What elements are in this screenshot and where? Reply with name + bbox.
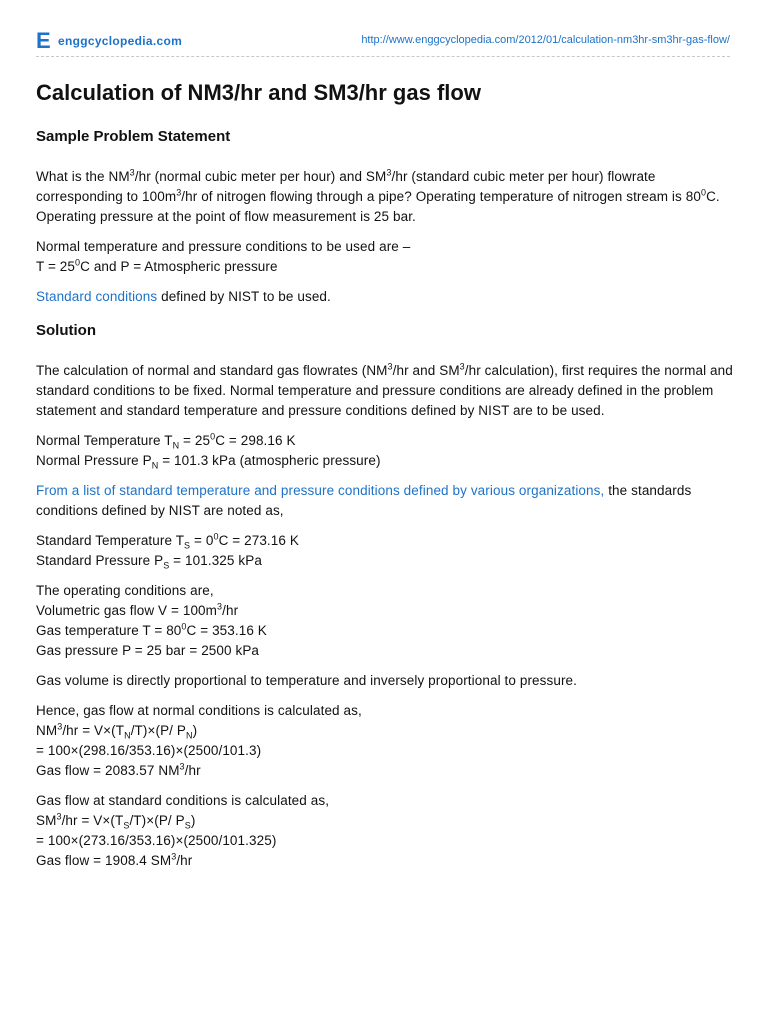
site-name-link[interactable]: enggcyclopedia.com xyxy=(58,34,183,48)
page-header xyxy=(36,30,730,57)
site-logo[interactable]: E xyxy=(36,28,51,53)
normal-conditions-values: Normal Temperature $T_N = 25^0C = 298.16$ K Normal Pressure $P_N = 101.3$ kPa (atmospheric pressure) xyxy=(36,431,381,471)
standard-flow-calculation: Gas flow at standard conditions is calculated as, $SM^3/hr = V\times(T_S/T)\times(P/$ $P_S$) = 100×(273.16/353.16)×(2500/101.325) Gas flow = 1908.4 $SM^3/hr$ xyxy=(36,793,330,868)
standard-conditions-link[interactable]: Standard conditions xyxy=(36,289,158,304)
standard-conditions-note: Standard conditions defined by NIST to be used. xyxy=(36,289,331,304)
normal-flow-calculation: Hence, gas flow at normal conditions is calculated as, $NM^3/hr = V\times(T_N/T)\times(P/$ $P_N$) = 100×(298.16/353.16)×(2500/101.3) Gas flow = 2083.57 $NM^3/hr$ xyxy=(36,703,362,778)
normal-conditions-note: Normal temperature and pressure conditions to be used are – $T = 25^0C$ and P = Atmospheric pressure xyxy=(36,239,411,274)
proportionality-note: Gas volume is directly proportional to temperature and inversely proportional to pressure. xyxy=(36,673,578,688)
sample-problem-heading: Sample Problem Statement xyxy=(36,128,231,145)
page-url-link[interactable]: http://www.enggcyclopedia.com/2012/01/calculation-nm3hr-sm3hr-gas-flow/ xyxy=(361,34,730,46)
standard-conditions-values: Standard Temperature $T_S = 0^0C = 273.16$ K Standard Pressure $P_S = 101.325$ kPa xyxy=(36,531,299,571)
solution-heading: Solution xyxy=(36,322,96,339)
page-title: Calculation of NM3/hr and SM3/hr gas flow xyxy=(36,80,481,105)
problem-statement: What is the $NM^3/hr$ (normal cubic meter per hour) and $SM^3/hr$ (standard cubic meter per hour) flowrate corresponding to $100m^3/hr$ of nitrogen flowing through a pipe? Operating temperature of nitrogen stream is $80^0C$. Operating pressure at the point of flow measurement is 25 bar. xyxy=(36,167,720,224)
article xyxy=(36,78,736,871)
standard-conditions-list-link[interactable]: From a list of standard temperature and pressure conditions defined by various organizations, xyxy=(36,483,605,498)
standard-list-note: From a list of standard temperature and pressure conditions defined by various organizations, the standards conditions defined by NIST are noted as, xyxy=(36,483,692,518)
operating-conditions: The operating conditions are, Volumetric gas flow $V = 100m^3/hr$ Gas temperature $T = 80^0C = 353.16$ K Gas pressure P = 25 bar = 2500 kPa xyxy=(36,583,267,658)
solution-intro: The calculation of normal and standard gas flowrates ($NM^3/hr$ and $SM^3/hr$ calculation), first requires the normal and standard conditions to be fixed. Normal temperature and pressure conditions are already defined in the problem statement and standard temperature and pressure conditions defined by NIST are to be used. xyxy=(36,361,733,418)
